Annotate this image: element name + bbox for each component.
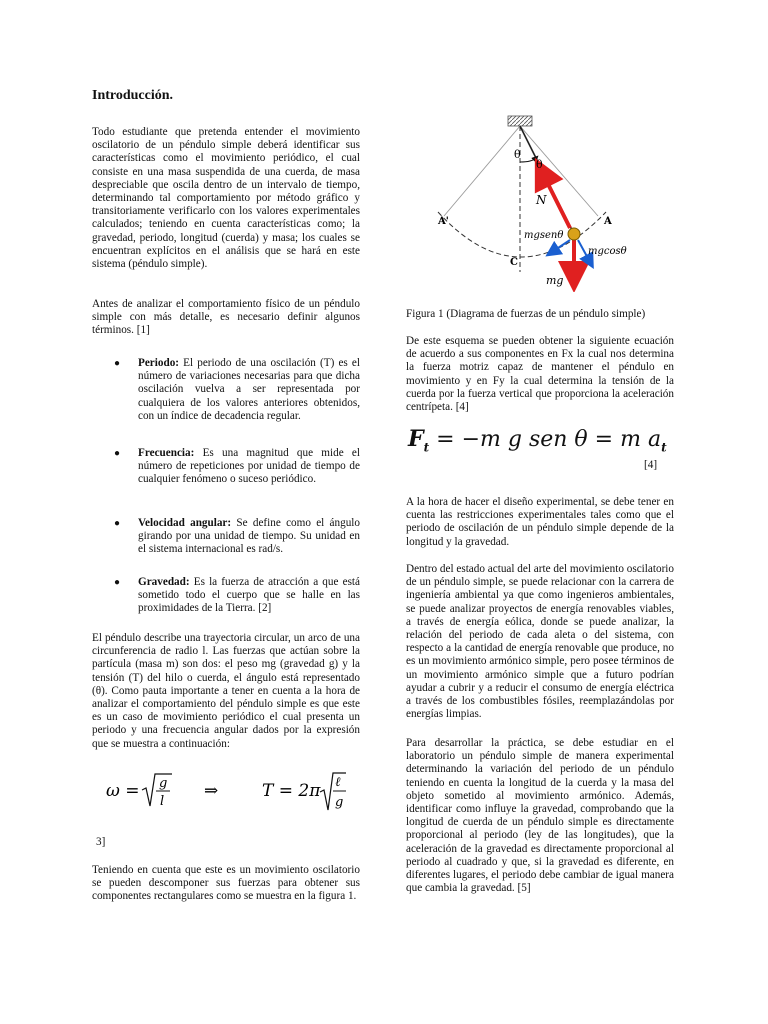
right-paragraph-1: De este esquema se pueden obtener la siguiente ecuación de acuerdo a sus componentes en Fx la cual nos determina la fuerza motriz capaz de mantener el péndulo en movimiento y en Fy la cual determina la tensión de la cuerda por la fuerza vertical que proporciona la aceleración centrípeta. [4] — [406, 335, 674, 414]
bullet-term: Gravedad: — [138, 576, 190, 588]
eq-arrow: ⇒ — [204, 781, 219, 801]
bullet-text: Se define como el ángulo girando por una unidad de tiempo. Su unidad en el sistema internacional es rad/s. — [138, 517, 360, 556]
eq-l: l — [160, 794, 165, 809]
bullet-gravedad — [92, 576, 360, 616]
label-mgsen: mgsenθ — [524, 230, 564, 241]
trajectory-arc — [438, 212, 606, 257]
figure-caption: Figura 1 (Diagrama de fuerzas de un péndulo simple) — [406, 308, 646, 320]
bullet-term: Velocidad angular: — [138, 517, 232, 529]
label-n: N — [536, 193, 547, 207]
eq-g2: g — [335, 795, 344, 810]
angle-arc — [520, 158, 536, 162]
label-theta-2: θ — [536, 158, 543, 171]
section-heading: Introducción. — [92, 88, 174, 103]
intro-paragraph-3: El péndulo describe una trayectoria circular, un arco de una circunferencia de radio l. Las fuerzas que actúan sobre la partícula (masa m) son dos: el peso mg (gravedad g) y la tensión (T) del hilo o cuerda, el ángulo está representado (θ). Como pauta importante a tener en cuenta a la hora de analizar el comportamiento del péndulo simple es que este es un caso de movimiento periódico el cual presenta un periodo y una frecuencia angular dados por la expresión que se muestra a continuación: — [92, 632, 360, 750]
ceiling-support — [508, 116, 532, 126]
bullet-dot: ● — [114, 577, 121, 588]
bullet-term: Periodo: — [138, 357, 180, 369]
right-paragraph-4: Para desarrollar la práctica, se debe estudiar en el laboratorio un péndulo simple de manera experimental determinando la variación del periodo de un péndulo teniendo en cuenta la longitud de la cuerda y la masa del objeto sometido al movimiento armónico. Además, identificar como influye la gravedad, comprobando que la longitud de cuerda de un péndulo simple es directamente proporcional al periodo (ley de las longitudes), que la aceleración de la gravedad es directamente proporcional al periodo al cuadrado y que, si la gravedad es diferente, en diferentes lugares, el periodo debe cambiar de igual manera que cambia la gravedad. [5] — [406, 737, 674, 895]
pendulum-bob — [568, 228, 580, 240]
bullet-text: Es la fuerza de atracción a que está sometido todo el cuerpo que se halle en las proximidades de la Tierra. [2] — [138, 576, 360, 615]
bullet-dot: ● — [114, 448, 121, 459]
right-paragraph-2: A la hora de hacer el diseño experimental, se debe tener en cuenta las restricciones experimentales tales como que el periodo de oscilación de un péndulo simple depende de la longitud y la gravedad. — [406, 496, 674, 548]
bullet-frecuencia — [92, 447, 360, 487]
eq-body: = −m g sen θ = m a — [429, 427, 662, 452]
tangential-force-equation — [408, 426, 676, 456]
bullet-velocidad-angular — [92, 517, 360, 557]
period-equation — [106, 770, 346, 814]
label-mg: mg — [546, 274, 564, 287]
bullet-text: El periodo de una oscilación (T) es el número de variaciones necesarias para que dicha oscilación vuelva a ser representada por cualquiera de los valores anteriores obtenidos, con un índice de decadencia regular. — [138, 357, 360, 422]
label-a-right: A — [604, 216, 612, 227]
label-theta-1: θ — [514, 148, 521, 161]
bullet-text: Es una magnitud que mide el número de repeticiones por unidad de tiempo de cualquier fenómeno o suceso periódico. — [138, 447, 360, 486]
bullet-term: Frecuencia: — [138, 447, 195, 459]
label-mgcos: mgcosθ — [588, 246, 627, 257]
eq-g: g — [159, 776, 168, 791]
intro-paragraph-4: Teniendo en cuenta que este es un movimiento oscilatorio se pueden descomponer sus fuerzas para obtener sus componentes rectangulares como se muestra en la figura 1. — [92, 864, 360, 903]
label-a-left: A' — [438, 216, 449, 227]
right-paragraph-3: Dentro del estado actual del arte del movimiento oscilatorio de un péndulo simple, se puede relacionar con la carrera de ingeniería ambiental ya que como ingenieros ambientales, se puede analizar proyectos de energía renovables viables, a través de energía eólica, donde se puede analizar, la relación del periodo de cada aleta o del sistema, con respecto a la cantidad de energía renovable que produce, no es un movimiento armónico simple, pero posee términos de un movimiento armónico simple que a futuro podrían ayudar a cubrir y a reducir el consumo de energía eléctrica a través de los combustibles fósiles, reemplazándolas por energías limpias. — [406, 563, 674, 721]
period-equation-svg — [106, 770, 346, 814]
bullet-periodo — [92, 357, 360, 423]
label-c: C — [510, 257, 518, 268]
tangential-component-arrow — [552, 240, 570, 252]
bullet-dot: ● — [114, 518, 121, 529]
reference-4: [4] — [644, 459, 658, 471]
eq-t-sub-2: t — [661, 440, 667, 455]
pendulum-diagram — [424, 112, 644, 292]
bullet-dot: ● — [114, 358, 121, 369]
left-limit-string — [444, 126, 520, 216]
eq-T: T = 2π — [262, 781, 321, 801]
eq-sqrt-sign — [142, 774, 172, 806]
intro-paragraph-2: Antes de analizar el comportamiento físico de un péndulo simple con más detalle, es necesario definir algunos términos. [1] — [92, 298, 360, 337]
eq-omega: ω = — [106, 781, 140, 801]
reference-3: 3] — [96, 836, 106, 848]
intro-paragraph-1: Todo estudiante que pretenda entender el movimiento oscilatorio de un péndulo simple deberá identificar sus características como el movimiento periódico, el cual consiste en una masa suspendida de una cuerda, de masa despreciable que oscila dentro de un intervalo de tiempo, determinando tal comportamiento por método gráfico y transitoriamente verificarlo con los valores experimentales calculados; teniendo en cuenta características como; la gravedad, periodo, longitud (cuerda) y masa; los cuales se encuentran explícitos en el análisis que se hará en este sistema (péndulo simple). — [92, 126, 360, 271]
eq-F: F — [408, 426, 424, 452]
eq-t-sub: t — [423, 440, 430, 455]
eq-ell: ℓ — [335, 775, 341, 790]
